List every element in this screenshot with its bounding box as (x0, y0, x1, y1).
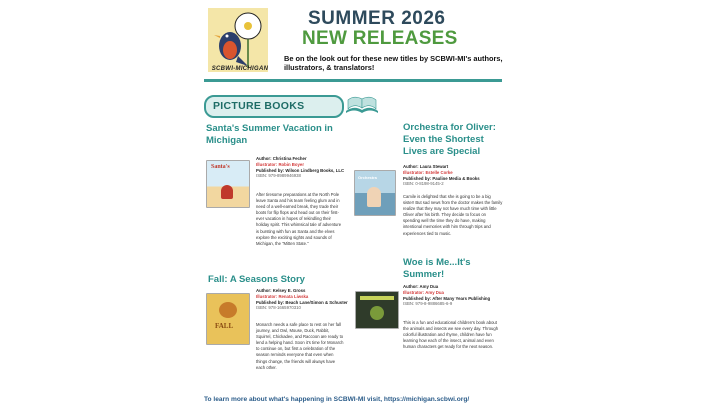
book-description: After tiresome preparations at the North Pole leave Santa and his team feeling glum and in need of a well-earned break, they trade their boots for flip flops and head out on their first-ever vacation in hopes of rekindling their holiday spirit. This whimsical tale of adventure is bursting with fun as Santa and the elves explore the exciting sights and sounds of Michigan, the "Mitten State." (256, 192, 342, 246)
book-author: Author: Laura Stewart (403, 164, 449, 169)
section-heading: PICTURE BOOKS (213, 100, 305, 112)
book-publisher: Published by: After Many Years Publishing (403, 295, 491, 301)
book-description: Camile is delighted that she is going to be a big sister! But sad news from the doctor makes the family realize that they may not have much time with little Oliver after his birth. They decide to focus on spending well the time they do have, making intentional memories with him through trips and experiences tied to music. (403, 194, 503, 236)
book-meta (403, 284, 505, 307)
book-illustrator: Illustrator: Estelle Corke (403, 169, 453, 175)
book-isbn: ISBN: 978-1665970310 (256, 305, 301, 311)
book-author: Author: Kelsey E. Gross (256, 288, 306, 293)
book-cover-image (355, 291, 399, 329)
page-title-line2: NEW RELEASES (302, 28, 458, 49)
open-book-icon (344, 95, 380, 115)
page-title-line1: SUMMER 2026 (308, 8, 446, 29)
logo-caption: SCBWI-MICHIGAN (211, 66, 269, 72)
book-illustrator: Illustrator: Robin Boyer (256, 161, 304, 167)
book-description: This is a fun and educational children's book about the animals and insects we see every day. Through colorful illustration and rhyme, children have fun learning how each of the insect, animal and even human characters get ready for the next season. (403, 320, 499, 350)
book-author: Author: Amy Dua (403, 284, 439, 289)
book-meta (256, 288, 348, 311)
header-divider (204, 79, 502, 82)
book-description: Monarch needs a safe place to rest on her fall journey, and Owl, Mouse, Duck, Rabbit, Squirrel, Chickadee, and Raccoon are ready to lend a helping hand. Soon it's time for Monarch to continue on, but first a celebration of the season reminds everyone that even when things change, the friends will always have each other. (256, 322, 344, 370)
book-isbn: ISBN: 979-8-9886685-6-9 (403, 301, 453, 307)
book-publisher: Published by: Wilson Lindberg Books, LLC (256, 167, 345, 173)
book-cover-image: FALL (206, 293, 250, 345)
book-isbn: ISBN: 979-8989946938 (256, 173, 301, 179)
book-title: Woe is Me...It's Summer! (403, 257, 471, 280)
book-title: Orchestra for Oliver: Even the Shortest Lives are Special (403, 122, 496, 157)
footer-link-text[interactable]: To learn more about what's happening in SCBWI-MI visit, https://michigan.scbwi.org/ (204, 396, 470, 403)
book-publisher: Published by: Beach Lane/Simon & Schuster (256, 299, 348, 305)
book-meta (403, 164, 505, 187)
newsletter-page (198, 0, 508, 416)
book-cover-image: Orchestra (354, 170, 396, 216)
book-illustrator: Illustrator: Renata Liwska (256, 293, 309, 299)
book-title: Santa's Summer Vacation in Michigan (206, 123, 333, 146)
book-publisher: Published by: Pauline Media & Books (403, 175, 480, 181)
book-author: Author: Christina Fecher (256, 156, 307, 161)
tagline: Be on the look out for these new titles by SCBWI-MI's authors, illustrators, & translators! (284, 54, 503, 72)
section-heading-pill (204, 95, 344, 118)
robin-flower-logo-icon (208, 8, 268, 72)
book-illustrator: Illustrator: Amy Dua (403, 289, 444, 295)
book-meta (256, 156, 348, 179)
book-title: Fall: A Seasons Story (208, 274, 305, 285)
book-cover-image: Santa's (206, 160, 250, 208)
book-isbn: ISBN: 0-8198-9145-2 (403, 181, 444, 187)
